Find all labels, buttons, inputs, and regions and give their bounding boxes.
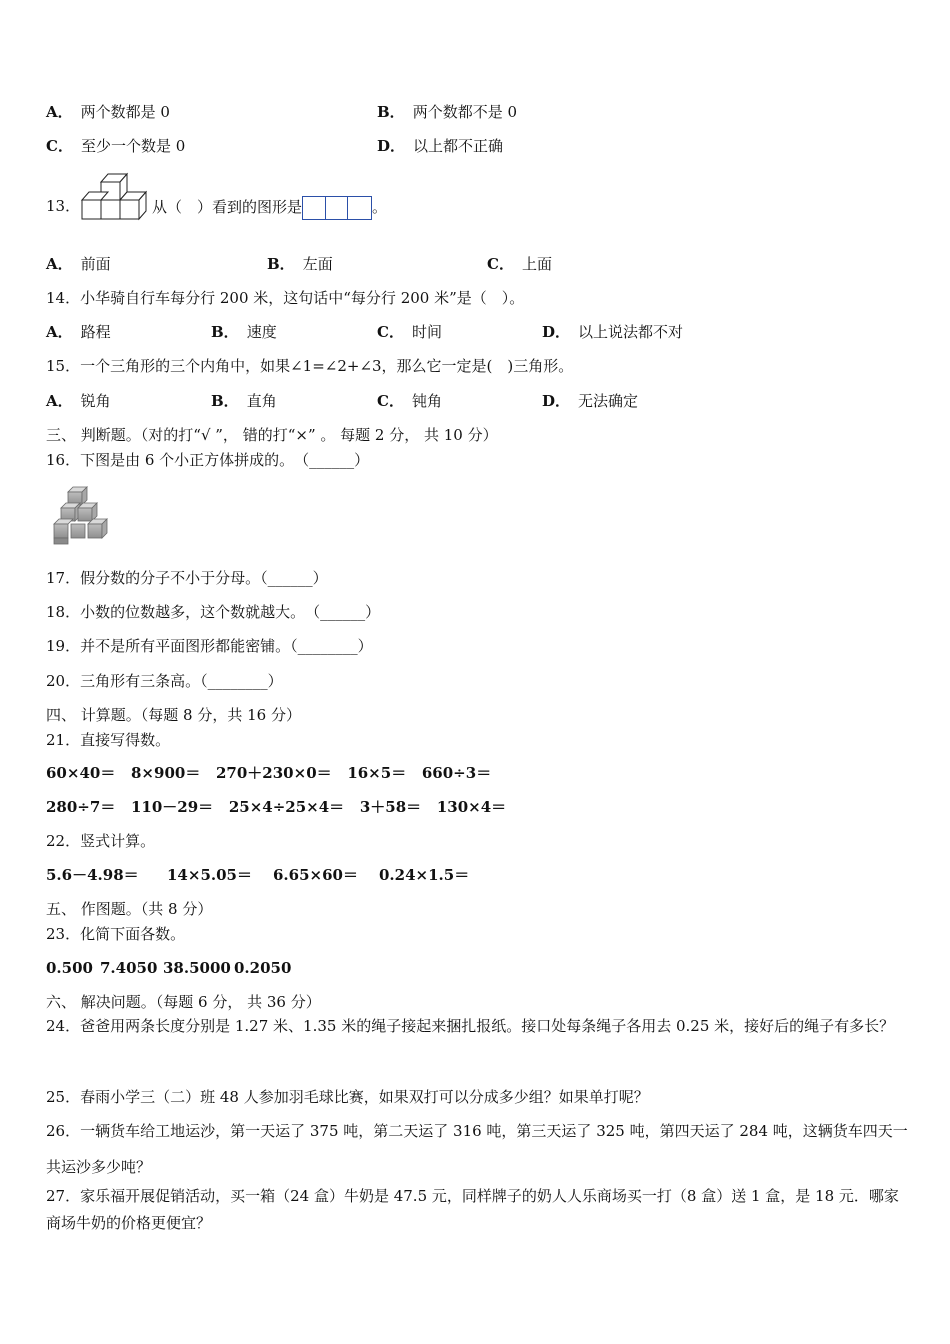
number-item: 7.4050 — [100, 959, 158, 977]
option-text: 以上都不正确 — [413, 137, 504, 155]
option-text: 左面 — [302, 255, 333, 273]
calc-item: 16×5＝ — [347, 764, 407, 782]
q12-option-a[interactable] — [46, 102, 170, 122]
option-label: C． — [377, 392, 404, 410]
calc-item: 3＋58＝ — [359, 798, 422, 816]
option-label: B． — [211, 323, 239, 341]
option-label: D． — [377, 137, 406, 155]
option-label: C． — [46, 137, 73, 155]
q13-text: 从（ ）看到的图形是 — [152, 198, 303, 216]
option-text: 速度 — [246, 323, 277, 341]
calc-item: 60×40＝ — [46, 764, 116, 782]
question-16: 16．下图是由 6 个小正方体拼成的。 （______） — [46, 451, 370, 469]
q13-period: 。 — [372, 198, 388, 216]
question-19: 19．并不是所有平面图形都能密铺。（________） — [46, 637, 373, 655]
number-item: 38.5000 — [163, 959, 231, 977]
question-17: 17．假分数的分子不小于分母。（______） — [46, 569, 328, 587]
q14-option-a[interactable] — [46, 322, 111, 342]
option-text: 直角 — [246, 392, 277, 410]
q14-option-d[interactable] — [542, 322, 683, 342]
option-text: 钝角 — [411, 392, 442, 410]
calc-item: 270＋230×0＝ — [216, 764, 332, 782]
option-text: 锐角 — [80, 392, 111, 410]
option-label: D． — [542, 323, 571, 341]
q13-option-a[interactable] — [46, 254, 111, 274]
option-label: B． — [211, 392, 239, 410]
option-label: B． — [377, 103, 405, 121]
option-text: 无法确定 — [578, 392, 639, 410]
option-text: 前面 — [80, 255, 111, 273]
q13-prompt — [152, 196, 387, 220]
q14-option-b[interactable] — [211, 322, 277, 342]
q23-items — [46, 958, 291, 978]
option-label: D． — [542, 392, 571, 410]
option-label: B． — [267, 255, 295, 273]
calc-item: 6.65×60＝ — [273, 866, 358, 884]
calc-item: 280÷7＝ — [46, 798, 116, 816]
q12-option-b[interactable] — [377, 102, 517, 122]
option-label: A． — [46, 323, 73, 341]
q21-row-2 — [46, 797, 506, 817]
question-15: 15．一个三角形的三个内角中，如果∠1=∠2+∠3，那么它一定是( )三角形。 — [46, 357, 574, 375]
section-5-heading: 五、 作图题。（共 8 分） — [46, 900, 213, 918]
q15-option-b[interactable] — [211, 391, 277, 411]
q14-option-c[interactable] — [377, 322, 442, 342]
option-label: A． — [46, 392, 73, 410]
calc-item: 660÷3＝ — [421, 764, 492, 782]
question-21-title: 21．直接写得数。 — [46, 731, 171, 749]
q15-option-c[interactable] — [377, 391, 442, 411]
calc-item: 0.24×1.5＝ — [379, 866, 470, 884]
calc-item: 25×4÷25×4＝ — [228, 798, 345, 816]
option-text: 至少一个数是 0 — [80, 137, 186, 155]
cube-pyramid-figure — [52, 484, 120, 550]
q13-option-b[interactable] — [267, 254, 333, 274]
question-26: 26．一辆货车给工地运沙，第一天运了 375 吨，第二天运了 316 吨，第三天运了 325 吨，第四天运了 284 吨，这辆货车四天一共运沙多少吨？ — [46, 1122, 908, 1176]
option-label: C． — [377, 323, 404, 341]
option-label: A． — [46, 255, 73, 273]
calc-item: 14×5.05＝ — [167, 866, 252, 884]
number-item: 0.500 — [46, 959, 93, 977]
question-22-title: 22．竖式计算。 — [46, 832, 156, 850]
calc-item: 5.6－4.98＝ — [46, 866, 139, 884]
option-text: 路程 — [80, 323, 111, 341]
q21-row-1 — [46, 763, 491, 783]
question-14: 14．小华骑自行车每分行 200 米，这句话中“每分行 200 米”是（ ）。 — [46, 289, 525, 307]
calc-item: 130×4＝ — [436, 798, 507, 816]
question-20: 20．三角形有三条高。（________） — [46, 672, 283, 690]
q15-option-a[interactable] — [46, 391, 111, 411]
q22-items — [46, 865, 469, 885]
question-number: 13． — [46, 197, 81, 215]
question-27: 27．家乐福开展促销活动，买一箱（24 盒）牛奶是 47.5 元，同样牌子的奶人人乐商场买一打（8 盒）送 1 盒，是 18 元．哪家商场牛奶的价格更便宜？ — [46, 1187, 899, 1232]
question-13 — [46, 196, 80, 216]
option-text: 两个数都不是 0 — [412, 103, 517, 121]
q13-option-c[interactable] — [487, 254, 552, 274]
option-label: A． — [46, 103, 73, 121]
answer-shape-box — [302, 196, 372, 220]
option-text: 上面 — [521, 255, 552, 273]
cube-stack-figure — [80, 170, 152, 222]
calc-item: 110－29＝ — [131, 798, 214, 816]
question-24: 24．爸爸用两条长度分别是 1.27 米、1.35 米的绳子接起来捆扎报纸。接口处每条绳子各用去 0.25 米，接好后的绳子有多长？ — [46, 1017, 895, 1035]
question-23-title: 23．化简下面各数。 — [46, 925, 186, 943]
section-3-heading: 三、 判断题。（对的打“√ ”， 错的打“×” 。 每题 2 分， 共 10 分） — [46, 426, 498, 444]
q12-option-c[interactable] — [46, 136, 185, 156]
question-18: 18．小数的位数越多，这个数就越大。 （______） — [46, 603, 381, 621]
section-4-heading: 四、 计算题。（每题 8 分，共 16 分） — [46, 706, 301, 724]
option-text: 时间 — [411, 323, 442, 341]
question-25: 25．春雨小学三（二）班 48 人参加羽毛球比赛，如果双打可以分成多少组？如果单打呢？ — [46, 1088, 649, 1106]
option-text: 以上说法都不对 — [578, 323, 684, 341]
section-6-heading: 六、 解决问题。（每题 6 分， 共 36 分） — [46, 993, 321, 1011]
q12-option-d[interactable] — [377, 136, 503, 156]
calc-item: 8×900＝ — [131, 764, 201, 782]
option-text: 两个数都是 0 — [80, 103, 170, 121]
number-item: 0.2050 — [234, 959, 292, 977]
q15-option-d[interactable] — [542, 391, 638, 411]
option-label: C． — [487, 255, 514, 273]
